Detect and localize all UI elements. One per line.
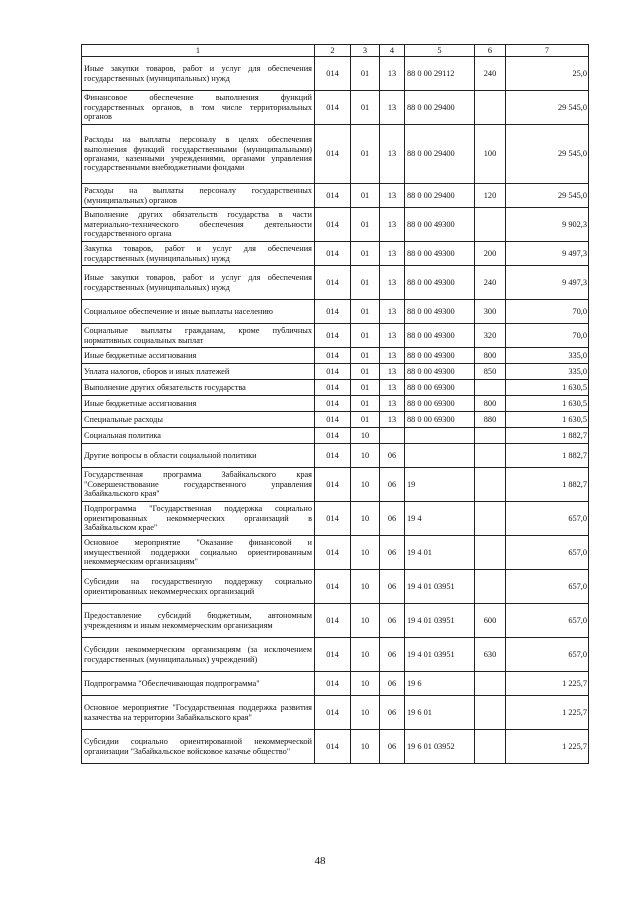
row-rz: 01 (351, 364, 380, 380)
row-rz: 01 (351, 324, 380, 348)
row-sum: 1 630,5 (506, 412, 589, 428)
row-csr: 19 4 (405, 502, 475, 536)
row-vr: 240 (475, 266, 506, 300)
row-pr: 06 (380, 638, 405, 672)
row-sum: 1 225,7 (506, 696, 589, 730)
row-name: Субсидии социально ориентированной некоммерческой организации "Забайкальское войсковое казачье общество" (82, 730, 315, 764)
row-pr: 06 (380, 502, 405, 536)
table-row (82, 208, 589, 242)
row-rz: 10 (351, 536, 380, 570)
row-sum: 70,0 (506, 300, 589, 324)
row-pr (380, 428, 405, 444)
row-name: Социальные выплаты гражданам, кроме публичных нормативных социальных выплат (82, 324, 315, 348)
table-row (82, 125, 589, 184)
row-pr: 06 (380, 730, 405, 764)
table-row (82, 444, 589, 468)
row-vr: 800 (475, 348, 506, 364)
row-csr (405, 428, 475, 444)
row-rz: 10 (351, 502, 380, 536)
table-row (82, 672, 589, 696)
table-row (82, 604, 589, 638)
row-pr: 06 (380, 604, 405, 638)
row-csr: 19 (405, 468, 475, 502)
row-sum: 29 545,0 (506, 125, 589, 184)
row-pr: 06 (380, 672, 405, 696)
row-vr: 100 (475, 125, 506, 184)
table-row (82, 184, 589, 208)
row-name: Иные бюджетные ассигнования (82, 396, 315, 412)
row-name: Финансовое обеспечение выполнения функций государственных органов, в том числе территориальных органов (82, 91, 315, 125)
row-rz: 10 (351, 638, 380, 672)
row-sum: 70,0 (506, 324, 589, 348)
table-row (82, 570, 589, 604)
row-vr (475, 502, 506, 536)
table-header-row (82, 45, 589, 57)
table-row (82, 730, 589, 764)
row-csr: 19 6 01 03952 (405, 730, 475, 764)
row-ved: 014 (315, 348, 351, 364)
table-row (82, 324, 589, 348)
row-rz: 01 (351, 380, 380, 396)
row-pr: 13 (380, 125, 405, 184)
row-csr: 19 4 01 03951 (405, 570, 475, 604)
header-col-6: 6 (475, 45, 506, 57)
row-csr: 88 0 00 69300 (405, 396, 475, 412)
header-col-3: 3 (351, 45, 380, 57)
row-ved: 014 (315, 638, 351, 672)
row-ved: 014 (315, 364, 351, 380)
row-ved: 014 (315, 730, 351, 764)
row-ved: 014 (315, 125, 351, 184)
row-csr: 88 0 00 49300 (405, 324, 475, 348)
row-name: Субсидии некоммерческим организациям (за исключением государственных (муниципальных) учреждений) (82, 638, 315, 672)
table-row (82, 364, 589, 380)
row-pr: 06 (380, 696, 405, 730)
row-vr: 320 (475, 324, 506, 348)
row-ved: 014 (315, 380, 351, 396)
row-ved: 014 (315, 536, 351, 570)
row-rz: 01 (351, 300, 380, 324)
row-rz: 01 (351, 242, 380, 266)
row-ved: 014 (315, 428, 351, 444)
row-ved: 014 (315, 184, 351, 208)
row-name: Другие вопросы в области социальной политики (82, 444, 315, 468)
row-pr: 06 (380, 536, 405, 570)
row-csr: 19 4 01 (405, 536, 475, 570)
row-csr: 19 6 01 (405, 696, 475, 730)
row-pr: 13 (380, 348, 405, 364)
row-csr: 88 0 00 49300 (405, 364, 475, 380)
row-ved: 014 (315, 57, 351, 91)
row-pr: 13 (380, 380, 405, 396)
row-pr: 13 (380, 91, 405, 125)
row-name: Расходы на выплаты персоналу в целях обеспечения выполнения функций государственными (муниципальными) органами, казенными учреждениями, органами управления государственными внебюджетными фондами (82, 125, 315, 184)
row-ved: 014 (315, 208, 351, 242)
row-name: Иные закупки товаров, работ и услуг для обеспечения государственных (муниципальных) нужд (82, 57, 315, 91)
row-csr: 88 0 00 49300 (405, 348, 475, 364)
row-rz: 01 (351, 184, 380, 208)
table-row (82, 348, 589, 364)
row-vr (475, 468, 506, 502)
row-pr: 13 (380, 324, 405, 348)
row-sum: 29 545,0 (506, 91, 589, 125)
row-sum: 1 882,7 (506, 468, 589, 502)
row-pr: 13 (380, 208, 405, 242)
row-pr: 13 (380, 242, 405, 266)
row-vr (475, 91, 506, 125)
row-ved: 014 (315, 412, 351, 428)
row-ved: 014 (315, 91, 351, 125)
row-rz: 01 (351, 266, 380, 300)
row-rz: 01 (351, 208, 380, 242)
row-sum: 9 497,3 (506, 266, 589, 300)
row-pr: 06 (380, 468, 405, 502)
row-vr (475, 536, 506, 570)
row-csr: 19 6 (405, 672, 475, 696)
row-sum: 335,0 (506, 348, 589, 364)
row-csr: 19 4 01 03951 (405, 604, 475, 638)
table-row (82, 412, 589, 428)
row-pr: 13 (380, 57, 405, 91)
row-name: Закупка товаров, работ и услуг для обеспечения государственных (муниципальных) нужд (82, 242, 315, 266)
row-csr (405, 444, 475, 468)
header-col-1: 1 (82, 45, 315, 57)
row-rz: 10 (351, 428, 380, 444)
row-pr: 13 (380, 412, 405, 428)
row-ved: 014 (315, 604, 351, 638)
row-csr: 88 0 00 29400 (405, 125, 475, 184)
row-sum: 657,0 (506, 502, 589, 536)
row-sum: 1 882,7 (506, 444, 589, 468)
row-sum: 9 902,3 (506, 208, 589, 242)
row-rz: 10 (351, 672, 380, 696)
row-name: Государственная программа Забайкальского края "Совершенствование государственного управления Забайкальского края" (82, 468, 315, 502)
table-row (82, 536, 589, 570)
row-name: Специальные расходы (82, 412, 315, 428)
row-csr: 88 0 00 49300 (405, 266, 475, 300)
table-body (82, 57, 589, 764)
row-pr: 06 (380, 444, 405, 468)
row-name: Уплата налогов, сборов и иных платежей (82, 364, 315, 380)
row-name: Предоставление субсидий бюджетным, автономным учреждениям и иным некоммерческим организациям (82, 604, 315, 638)
row-pr: 06 (380, 570, 405, 604)
row-rz: 01 (351, 412, 380, 428)
row-sum: 25,0 (506, 57, 589, 91)
row-name: Основное мероприятие "Оказание финансовой и имущественной поддержки социально ориентированным некоммерческим организациям" (82, 536, 315, 570)
row-rz: 10 (351, 468, 380, 502)
row-sum: 657,0 (506, 638, 589, 672)
row-rz: 10 (351, 696, 380, 730)
row-pr: 13 (380, 184, 405, 208)
row-csr: 88 0 00 29112 (405, 57, 475, 91)
table-row (82, 266, 589, 300)
table-row (82, 380, 589, 396)
row-rz: 01 (351, 57, 380, 91)
row-rz: 01 (351, 125, 380, 184)
row-name: Социальная политика (82, 428, 315, 444)
row-name: Иные бюджетные ассигнования (82, 348, 315, 364)
table-row (82, 300, 589, 324)
table-row (82, 428, 589, 444)
row-ved: 014 (315, 696, 351, 730)
row-vr (475, 570, 506, 604)
row-vr (475, 696, 506, 730)
row-pr: 13 (380, 396, 405, 412)
row-name: Социальное обеспечение и иные выплаты населению (82, 300, 315, 324)
row-name: Выполнение других обязательств государства (82, 380, 315, 396)
table-row (82, 638, 589, 672)
row-ved: 014 (315, 300, 351, 324)
row-ved: 014 (315, 266, 351, 300)
table-row (82, 502, 589, 536)
row-csr: 88 0 00 69300 (405, 380, 475, 396)
row-ved: 014 (315, 444, 351, 468)
row-csr: 88 0 00 49300 (405, 300, 475, 324)
table-row (82, 396, 589, 412)
row-sum: 657,0 (506, 570, 589, 604)
row-sum: 1 630,5 (506, 396, 589, 412)
table-row (82, 242, 589, 266)
row-ved: 014 (315, 570, 351, 604)
row-csr: 88 0 00 69300 (405, 412, 475, 428)
row-csr: 88 0 00 29400 (405, 91, 475, 125)
row-vr (475, 444, 506, 468)
row-vr: 880 (475, 412, 506, 428)
row-sum: 1 630,5 (506, 380, 589, 396)
header-col-5: 5 (405, 45, 475, 57)
row-sum: 1 225,7 (506, 730, 589, 764)
row-csr: 88 0 00 49300 (405, 242, 475, 266)
row-pr: 13 (380, 300, 405, 324)
row-ved: 014 (315, 468, 351, 502)
header-col-7: 7 (506, 45, 589, 57)
row-pr: 13 (380, 364, 405, 380)
header-col-2: 2 (315, 45, 351, 57)
header-col-4: 4 (380, 45, 405, 57)
row-rz: 01 (351, 396, 380, 412)
row-vr: 630 (475, 638, 506, 672)
row-name: Субсидии на государственную поддержку социально ориентированных некоммерческих организаций (82, 570, 315, 604)
row-ved: 014 (315, 242, 351, 266)
row-sum: 1 882,7 (506, 428, 589, 444)
row-csr: 88 0 00 29400 (405, 184, 475, 208)
row-name: Иные закупки товаров, работ и услуг для обеспечения государственных (муниципальных) нужд (82, 266, 315, 300)
row-name: Расходы на выплаты персоналу государственных (муниципальных) органов (82, 184, 315, 208)
row-rz: 10 (351, 730, 380, 764)
table-row (82, 91, 589, 125)
row-name: Подпрограмма "Обеспечивающая подпрограмма" (82, 672, 315, 696)
row-name: Подпрограмма "Государственная поддержка социально ориентированных некоммерческих организаций в Забайкальском крае" (82, 502, 315, 536)
row-rz: 10 (351, 444, 380, 468)
budget-table (81, 44, 589, 764)
row-vr: 200 (475, 242, 506, 266)
row-ved: 014 (315, 324, 351, 348)
row-vr (475, 730, 506, 764)
row-ved: 014 (315, 396, 351, 412)
row-csr: 19 4 01 03951 (405, 638, 475, 672)
row-vr: 800 (475, 396, 506, 412)
row-vr (475, 428, 506, 444)
row-pr: 13 (380, 266, 405, 300)
row-sum: 657,0 (506, 536, 589, 570)
row-name: Выполнение других обязательств государства в части материально-технического обеспечения деятельности государственного органа (82, 208, 315, 242)
row-vr: 240 (475, 57, 506, 91)
row-vr (475, 208, 506, 242)
table-row (82, 468, 589, 502)
row-ved: 014 (315, 672, 351, 696)
row-sum: 29 545,0 (506, 184, 589, 208)
row-vr: 300 (475, 300, 506, 324)
table-row (82, 57, 589, 91)
row-sum: 657,0 (506, 604, 589, 638)
row-vr: 850 (475, 364, 506, 380)
row-vr: 600 (475, 604, 506, 638)
row-sum: 1 225,7 (506, 672, 589, 696)
row-vr (475, 672, 506, 696)
row-sum: 335,0 (506, 364, 589, 380)
row-rz: 10 (351, 570, 380, 604)
row-rz: 01 (351, 91, 380, 125)
row-vr: 120 (475, 184, 506, 208)
row-name: Основное мероприятие "Государственная поддержка развития казачества на территории Забайкальского края" (82, 696, 315, 730)
row-csr: 88 0 00 49300 (405, 208, 475, 242)
row-rz: 01 (351, 348, 380, 364)
row-ved: 014 (315, 502, 351, 536)
row-rz: 10 (351, 604, 380, 638)
row-vr (475, 380, 506, 396)
page-number: 48 (314, 855, 326, 867)
row-sum: 9 497,3 (506, 242, 589, 266)
table-row (82, 696, 589, 730)
